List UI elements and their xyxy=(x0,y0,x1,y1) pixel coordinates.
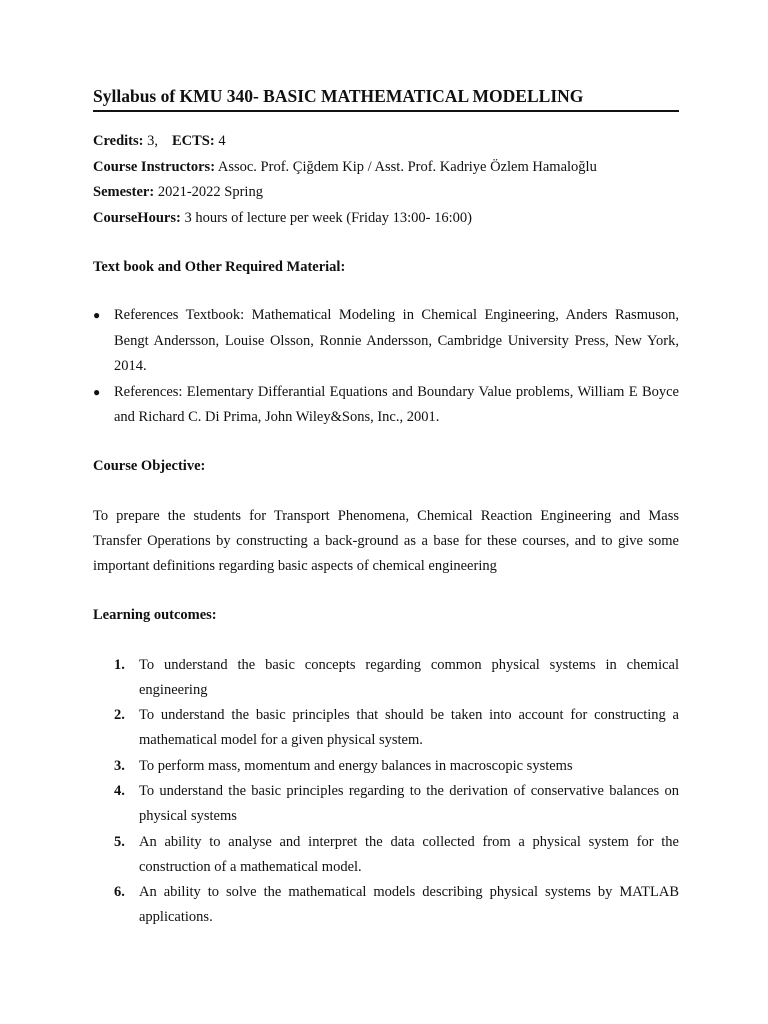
hours-value: 3 hours of lecture per week (Friday 13:00- 16:00) xyxy=(180,209,472,226)
reference-text: References: Elementary Differantial Equations and Boundary Value problems, William E Boyce and Richard C. Di Prima, John Wiley&Sons, Inc., 2001. xyxy=(114,383,679,425)
outcome-number: 6. xyxy=(114,884,125,901)
ects-label: ECTS: xyxy=(171,133,215,149)
outcome-number: 1. xyxy=(114,656,125,673)
outcome-text: To perform mass, momentum and energy balances in macroscopic systems xyxy=(139,757,573,774)
outcome-number: 5. xyxy=(114,833,125,850)
outcome-text: To understand the basic principles regarding to the derivation of conservative balances on physical systems xyxy=(139,782,679,825)
list-item xyxy=(93,754,679,779)
hours-label: CourseHours: xyxy=(93,209,181,226)
list-item xyxy=(93,880,679,931)
objective-text: To prepare the students for Transport Phenomena, Chemical Reaction Engineering and Mass Transfer Operations by constructing a back-ground as a base for these courses, and to give some important definitions regarding basic aspects of chemical engineering xyxy=(93,507,679,574)
outcome-text: An ability to analyse and interpret the data collected from a physical system for the construction of a mathematical model. xyxy=(139,833,679,875)
outcome-text: An ability to solve the mathematical models describing physical systems by MATLAB applications. xyxy=(139,884,679,926)
list-item xyxy=(93,653,679,704)
syllabus-page xyxy=(93,84,679,931)
outcome-number: 3. xyxy=(114,757,125,774)
reference-text: References Textbook: Mathematical Modeling in Chemical Engineering, Anders Rasmuson, Bengt Andersson, Louise Olsson, Ronnie Andersson, Cambridge University Press, New York, 2014. xyxy=(114,307,679,374)
credits-value: 3, xyxy=(143,133,158,149)
semester-line xyxy=(93,180,679,206)
semester-value: 2021-2022 Spring xyxy=(154,184,263,200)
instructors-line xyxy=(93,155,679,181)
outcome-text: To understand the basic concepts regarding common physical systems in chemical engineering xyxy=(139,656,679,698)
semester-label: Semester: xyxy=(93,184,155,200)
outcome-number: 2. xyxy=(114,707,125,724)
reference-list xyxy=(93,303,679,431)
hours-line xyxy=(93,206,679,232)
list-item xyxy=(93,779,679,830)
outcome-text: To understand the basic principles that should be taken into account for constructing a mathematical model for a given physical system. xyxy=(139,707,679,749)
page-title: Syllabus of KMU 340- BASIC MATHEMATICAL MODELLING xyxy=(93,84,679,112)
instructors-label: Course Instructors: xyxy=(93,158,216,175)
list-item xyxy=(93,703,679,754)
outcomes-list xyxy=(93,653,679,931)
credits-label: Credits: xyxy=(93,133,144,149)
bullet-icon: ● xyxy=(93,308,101,322)
outcomes-heading: Learning outcomes: xyxy=(93,606,217,623)
instructors-value: Assoc. Prof. Çiğdem Kip / Asst. Prof. Kadriye Özlem Hamaloğlu xyxy=(215,158,597,175)
list-item xyxy=(93,303,679,380)
ects-value: 4 xyxy=(214,133,226,149)
credits-line xyxy=(93,129,679,155)
objective-heading: Course Objective: xyxy=(93,457,206,474)
outcome-number: 4. xyxy=(114,782,125,799)
bullet-icon: ● xyxy=(93,384,101,399)
list-item xyxy=(93,380,679,431)
textbook-heading: Text book and Other Required Material: xyxy=(93,259,346,275)
list-item xyxy=(93,830,679,881)
